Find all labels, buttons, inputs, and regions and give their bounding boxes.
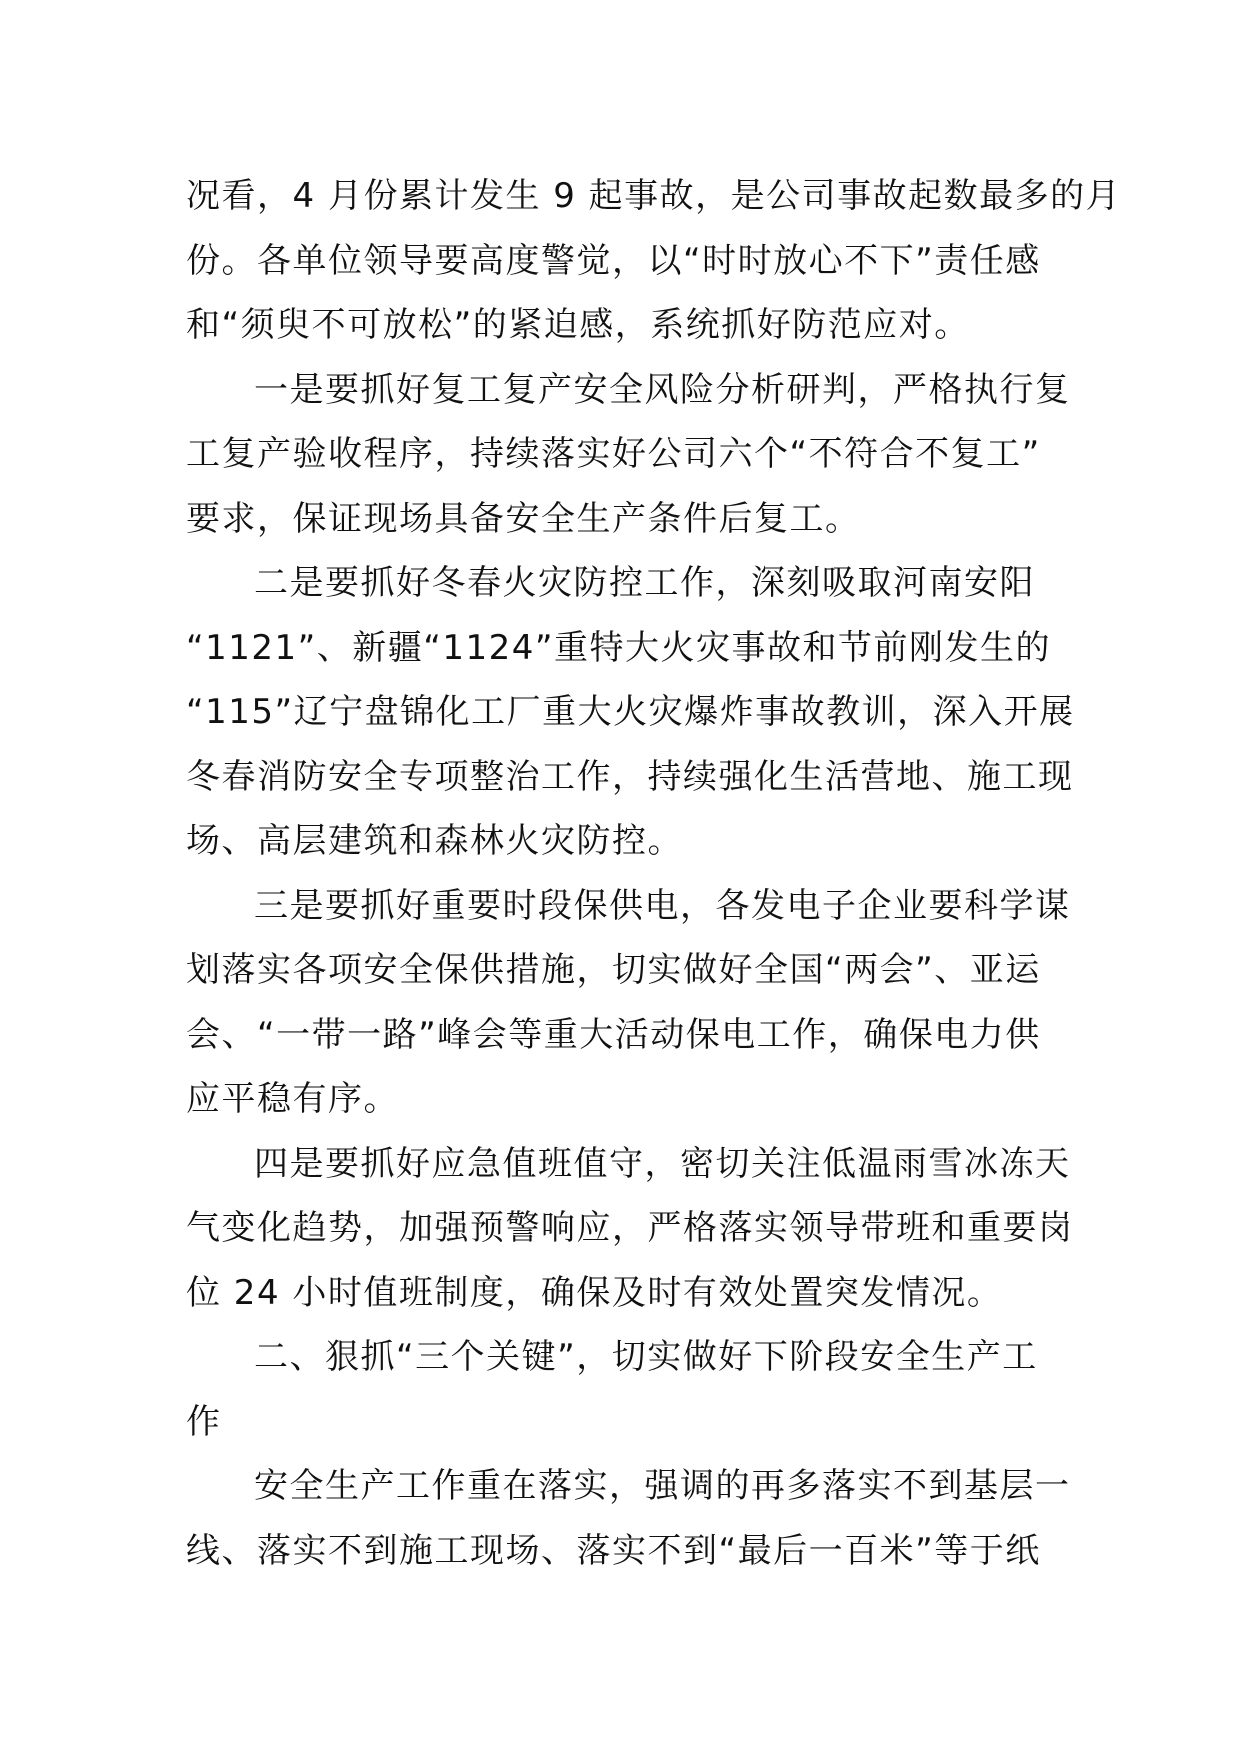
- text-line: 工复产验收程序，持续落实好公司六个“不符合不复工”: [186, 434, 1041, 474]
- text-line: 份。各单位领导要高度警觉，以“时时放心不下”责任感: [186, 240, 1041, 281]
- text-line: 和“须臾不可放松”的紧迫感，系统抓好防范应对。: [186, 305, 970, 345]
- paragraph-start-line: 安全生产工作重在落实，强调的再多落实不到基层一: [254, 1466, 1071, 1506]
- text-line: 应平稳有序。: [186, 1079, 399, 1119]
- text-line: 会、“一带一路”峰会等重大活动保电工作，确保电力供: [186, 1014, 1041, 1055]
- section-heading-line: 作: [186, 1401, 222, 1442]
- paragraph-start-line: 一是要抓好复工复产安全风险分析研判，严格执行复: [254, 369, 1071, 410]
- text-line: “1121”、新疆“1124”重特大火灾事故和节前刚发生的: [186, 627, 1052, 668]
- text-line: 线、落实不到施工现场、落实不到“最后一百米”等于纸: [186, 1530, 1041, 1571]
- paragraph-start-line: 四是要抓好应急值班值守，密切关注低温雨雪冰冻天: [254, 1143, 1071, 1184]
- document-body: [186, 164, 1122, 1583]
- text-line: 要求，保证现场具备安全生产条件后复工。: [186, 498, 861, 539]
- paragraph-start-line: 二是要抓好冬春火灾防控工作，深刻吸取河南安阳: [254, 563, 1035, 603]
- text-line: 气变化趋势，加强预警响应，严格落实领导带班和重要岗: [186, 1208, 1074, 1248]
- text-line: 场、高层建筑和森林火灾防控。: [186, 821, 683, 861]
- text-line: 冬春消防安全专项整治工作，持续强化生活营地、施工现: [186, 756, 1074, 797]
- text-line: 划落实各项安全保供措施，切实做好全国“两会”、亚运: [186, 950, 1041, 990]
- section-heading-line: 二、狠抓“三个关键”，切实做好下阶段安全生产工: [254, 1337, 1038, 1377]
- text-line: “115”辽宁盘锦化工厂重大火灾爆炸事故教训，深入开展: [186, 692, 1075, 732]
- text-line: 位 24 小时值班制度，确保及时有效处置突发情况。: [186, 1272, 1003, 1313]
- paragraph-start-line: 三是要抓好重要时段保供电，各发电子企业要科学谋: [254, 885, 1071, 926]
- text-line: 况看，4 月份累计发生 9 起事故，是公司事故起数最多的月: [186, 176, 1122, 216]
